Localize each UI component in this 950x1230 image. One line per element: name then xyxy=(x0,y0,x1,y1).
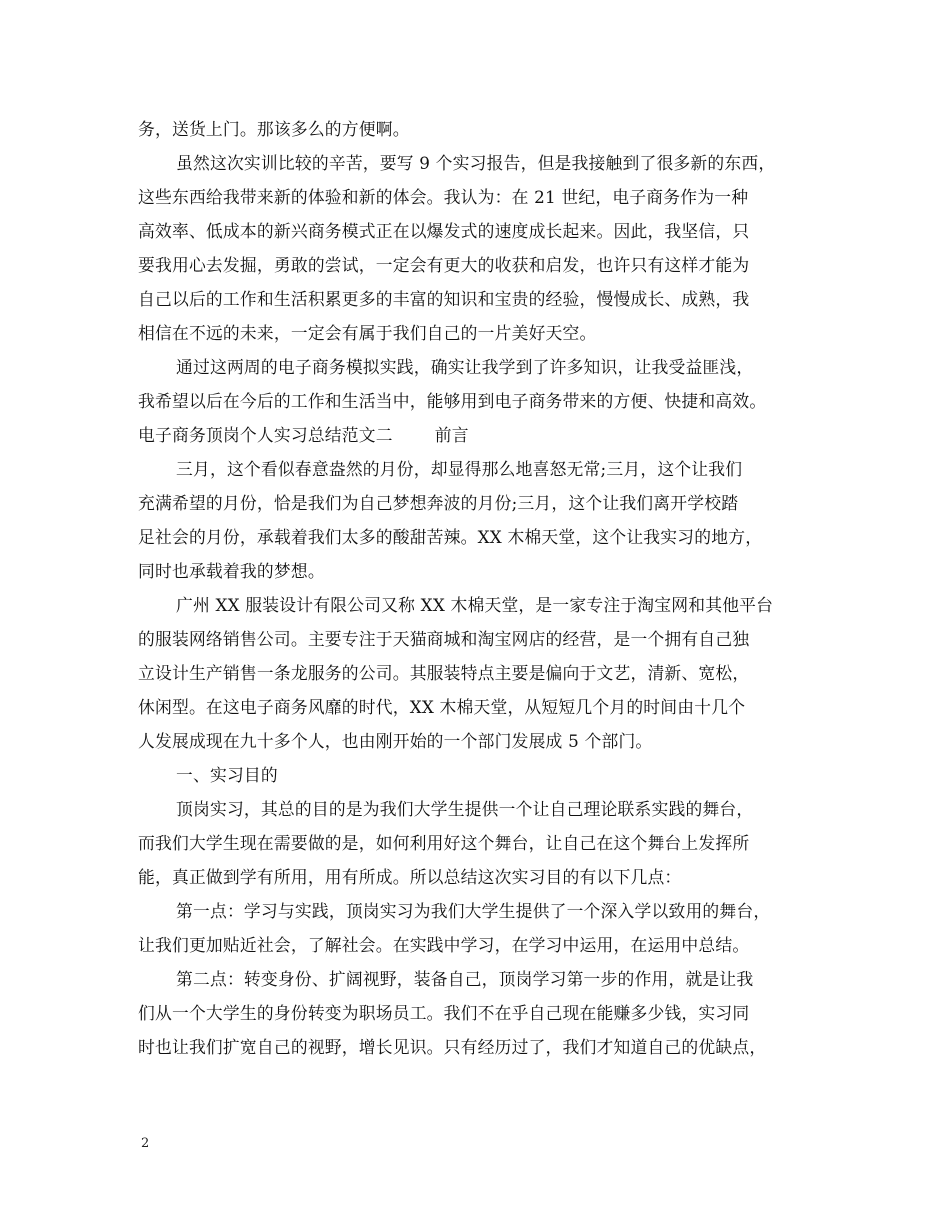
page-number: 2 xyxy=(141,1136,150,1151)
paragraph-line: 们从一个大学生的身份转变为职场员工。我们不在乎自己现在能赚多少钱，实习同 xyxy=(138,1003,750,1023)
paragraph-line: 充满希望的月份，恰是我们为自己梦想奔波的月份;三月，这个让我们离开学校踏 xyxy=(138,493,739,513)
section-subtitle: 前言 xyxy=(434,425,469,445)
paragraph-line: 要我用心去发掘，勇敢的尝试，一定会有更大的收获和启发，也许只有这样才能为 xyxy=(138,255,750,275)
subsection-heading: 一、实习目的 xyxy=(176,765,278,785)
paragraph-line: 足社会的月份，承载着我们太多的酸甜苦辣。XX 木棉天堂，这个让我实习的地方， xyxy=(138,527,763,547)
paragraph-line: 广州 XX 服装设计有限公司又称 XX 木棉天堂，是一家专注于淘宝网和其他平台 xyxy=(176,595,774,615)
paragraph-line: 的服装网络销售公司。主要专注于天猫商城和淘宝网店的经营，是一个拥有自己独 xyxy=(138,629,750,649)
paragraph-line: 这些东西给我带来新的体验和新的体会。我认为：在 21 世纪，电子商务作为一种 xyxy=(138,187,749,207)
paragraph-line: 休闲型。在这电子商务风靡的时代，XX 木棉天堂，从短短几个月的时间由十几个 xyxy=(138,697,746,717)
paragraph-line: 而我们大学生现在需要做的是，如何利用好这个舞台，让自己在这个舞台上发挥所 xyxy=(138,833,750,853)
section-heading xyxy=(138,418,818,452)
paragraph-line: 相信在不远的未来，一定会有属于我们自己的一片美好天空。 xyxy=(138,323,597,343)
paragraph-line: 三月，这个看似春意盎然的月份，却显得那么地喜怒无常;三月，这个让我们 xyxy=(176,459,743,479)
paragraph-line: 顶岗实习，其总的目的是为我们大学生提供一个让自己理论联系实践的舞台， xyxy=(176,799,754,819)
paragraph-line: 通过这两周的电子商务模拟实践，确实让我学到了许多知识，让我受益匪浅， xyxy=(176,357,754,377)
paragraph-line: 自己以后的工作和生活积累更多的丰富的知识和宝贵的经验，慢慢成长、成熟，我 xyxy=(138,289,750,309)
paragraph-line: 高效率、低成本的新兴商务模式正在以爆发式的速度成长起来。因此，我坚信，只 xyxy=(138,221,750,241)
paragraph-line: 虽然这次实训比较的辛苦，要写 9 个实习报告，但是我接触到了很多新的东西， xyxy=(176,153,776,173)
paragraph-line: 人发展成现在九十多个人，也由刚开始的一个部门发展成 5 个部门。 xyxy=(138,731,653,751)
paragraph-line: 务，送货上门。那该多么的方便啊。 xyxy=(138,119,410,139)
paragraph-line: 第二点：转变身份、扩阔视野，装备自己，顶岗学习第一步的作用，就是让我 xyxy=(176,969,754,989)
paragraph-line: 第一点：学习与实践，顶岗实习为我们大学生提供了一个深入学以致用的舞台， xyxy=(176,901,771,921)
document-body xyxy=(138,112,818,1064)
section-title: 电子商务顶岗个人实习总结范文二 xyxy=(138,425,393,445)
paragraph-line: 让我们更加贴近社会，了解社会。在实践中学习，在学习中运用，在运用中总结。 xyxy=(138,935,750,955)
paragraph-line: 时也让我们扩宽自己的视野，增长见识。只有经历过了，我们才知道自己的优缺点， xyxy=(138,1037,767,1057)
paragraph-line: 同时也承载着我的梦想。 xyxy=(138,561,325,581)
paragraph-line: 能，真正做到学有所用，用有所成。所以总结这次实习目的有以下几点： xyxy=(138,867,682,887)
paragraph-line: 立设计生产销售一条龙服务的公司。其服装特点主要是偏向于文艺，清新、宽松， xyxy=(138,663,750,683)
paragraph-line: 我希望以后在今后的工作和生活当中，能够用到电子商务带来的方便、快捷和高效。 xyxy=(138,391,767,411)
